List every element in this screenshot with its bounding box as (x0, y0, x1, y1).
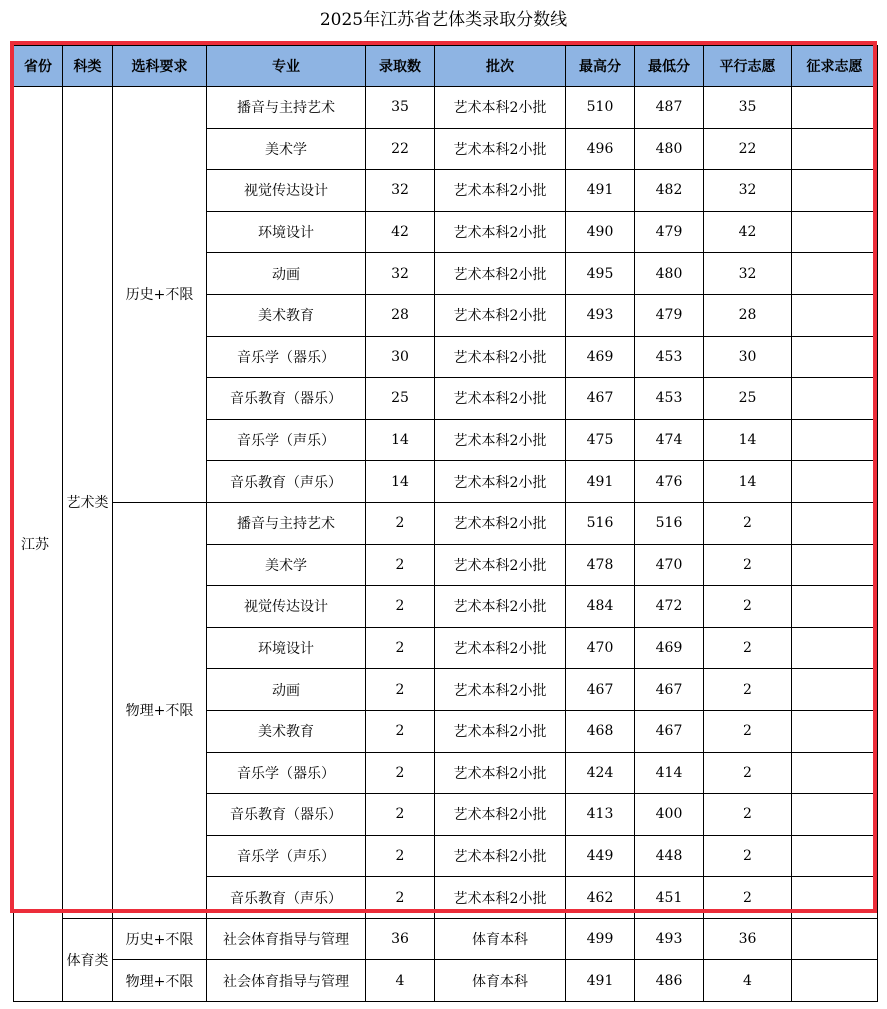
max-score-cell: 424 (566, 752, 635, 794)
major-cell: 音乐教育（器乐） (207, 794, 366, 836)
solicit-volunteer-cell (792, 544, 878, 586)
min-score-cell: 400 (635, 794, 704, 836)
solicit-volunteer-cell (792, 336, 878, 378)
batch-cell: 艺术本科2小批 (435, 752, 566, 794)
admitted-count-cell: 2 (366, 502, 435, 544)
parallel-volunteer-cell: 32 (704, 253, 792, 295)
batch-cell: 艺术本科2小批 (435, 877, 566, 919)
min-score-cell: 480 (635, 128, 704, 170)
batch-cell: 艺术本科2小批 (435, 211, 566, 253)
major-cell: 美术学 (207, 128, 366, 170)
solicit-volunteer-cell (792, 918, 878, 960)
parallel-volunteer-cell: 36 (704, 918, 792, 960)
max-score-cell: 449 (566, 835, 635, 877)
max-score-cell: 469 (566, 336, 635, 378)
major-cell: 音乐教育（器乐） (207, 378, 366, 420)
parallel-volunteer-cell: 35 (704, 87, 792, 129)
major-cell: 环境设计 (207, 627, 366, 669)
batch-cell: 艺术本科2小批 (435, 835, 566, 877)
batch-cell: 艺术本科2小批 (435, 170, 566, 212)
parallel-volunteer-cell: 42 (704, 211, 792, 253)
admitted-count-cell: 2 (366, 669, 435, 711)
solicit-volunteer-cell (792, 461, 878, 503)
major-cell: 美术教育 (207, 710, 366, 752)
max-score-cell: 470 (566, 627, 635, 669)
admitted-count-cell: 22 (366, 128, 435, 170)
batch-cell: 艺术本科2小批 (435, 502, 566, 544)
province-cell: 江苏 (14, 87, 63, 1002)
major-cell: 音乐教育（声乐） (207, 461, 366, 503)
batch-cell: 艺术本科2小批 (435, 669, 566, 711)
subject-requirement-cell: 物理+不限 (113, 502, 207, 918)
admitted-count-cell: 2 (366, 835, 435, 877)
batch-cell: 艺术本科2小批 (435, 710, 566, 752)
min-score-cell: 469 (635, 627, 704, 669)
parallel-volunteer-cell: 14 (704, 419, 792, 461)
max-score-cell: 467 (566, 669, 635, 711)
parallel-volunteer-cell: 2 (704, 586, 792, 628)
admitted-count-cell: 35 (366, 87, 435, 129)
major-cell: 播音与主持艺术 (207, 87, 366, 129)
major-cell: 美术教育 (207, 294, 366, 336)
max-score-cell: 490 (566, 211, 635, 253)
solicit-volunteer-cell (792, 211, 878, 253)
admitted-count-cell: 2 (366, 544, 435, 586)
parallel-volunteer-cell: 14 (704, 461, 792, 503)
max-score-cell: 468 (566, 710, 635, 752)
solicit-volunteer-cell (792, 710, 878, 752)
admitted-count-cell: 2 (366, 627, 435, 669)
header-category: 科类 (63, 46, 113, 87)
parallel-volunteer-cell: 2 (704, 544, 792, 586)
major-cell: 动画 (207, 669, 366, 711)
max-score-cell: 516 (566, 502, 635, 544)
table-row (14, 960, 878, 1002)
admitted-count-cell: 2 (366, 794, 435, 836)
max-score-cell: 491 (566, 461, 635, 503)
max-score-cell: 467 (566, 378, 635, 420)
solicit-volunteer-cell (792, 835, 878, 877)
admitted-count-cell: 42 (366, 211, 435, 253)
min-score-cell: 467 (635, 669, 704, 711)
parallel-volunteer-cell: 32 (704, 170, 792, 212)
min-score-cell: 479 (635, 211, 704, 253)
admitted-count-cell: 14 (366, 419, 435, 461)
header-major: 专业 (207, 46, 366, 87)
min-score-cell: 487 (635, 87, 704, 129)
admitted-count-cell: 2 (366, 752, 435, 794)
parallel-volunteer-cell: 2 (704, 502, 792, 544)
min-score-cell: 482 (635, 170, 704, 212)
solicit-volunteer-cell (792, 586, 878, 628)
major-cell: 美术学 (207, 544, 366, 586)
solicit-volunteer-cell (792, 794, 878, 836)
max-score-cell: 491 (566, 170, 635, 212)
major-cell: 社会体育指导与管理 (207, 960, 366, 1002)
admitted-count-cell: 25 (366, 378, 435, 420)
category-cell: 体育类 (63, 918, 113, 1001)
admitted-count-cell: 30 (366, 336, 435, 378)
admitted-count-cell: 36 (366, 918, 435, 960)
solicit-volunteer-cell (792, 419, 878, 461)
header-solicit-volunteer: 征求志愿 (792, 46, 878, 87)
major-cell: 音乐学（声乐） (207, 419, 366, 461)
admitted-count-cell: 2 (366, 710, 435, 752)
batch-cell: 艺术本科2小批 (435, 378, 566, 420)
header-batch: 批次 (435, 46, 566, 87)
parallel-volunteer-cell: 4 (704, 960, 792, 1002)
parallel-volunteer-cell: 28 (704, 294, 792, 336)
header-min-score: 最低分 (635, 46, 704, 87)
page-title: 2025年江苏省艺体类录取分数线 (319, 10, 568, 30)
solicit-volunteer-cell (792, 502, 878, 544)
min-score-cell: 451 (635, 877, 704, 919)
major-cell: 动画 (207, 253, 366, 295)
min-score-cell: 474 (635, 419, 704, 461)
max-score-cell: 478 (566, 544, 635, 586)
table-header-row (14, 46, 878, 87)
max-score-cell: 413 (566, 794, 635, 836)
max-score-cell: 510 (566, 87, 635, 129)
min-score-cell: 414 (635, 752, 704, 794)
solicit-volunteer-cell (792, 87, 878, 129)
table-body (14, 87, 878, 1002)
max-score-cell: 484 (566, 586, 635, 628)
batch-cell: 艺术本科2小批 (435, 253, 566, 295)
admitted-count-cell: 14 (366, 461, 435, 503)
batch-cell: 艺术本科2小批 (435, 419, 566, 461)
max-score-cell: 495 (566, 253, 635, 295)
solicit-volunteer-cell (792, 128, 878, 170)
solicit-volunteer-cell (792, 378, 878, 420)
parallel-volunteer-cell: 30 (704, 336, 792, 378)
admitted-count-cell: 2 (366, 586, 435, 628)
max-score-cell: 493 (566, 294, 635, 336)
parallel-volunteer-cell: 2 (704, 669, 792, 711)
solicit-volunteer-cell (792, 669, 878, 711)
max-score-cell: 499 (566, 918, 635, 960)
min-score-cell: 467 (635, 710, 704, 752)
min-score-cell: 470 (635, 544, 704, 586)
header-province: 省份 (14, 46, 63, 87)
parallel-volunteer-cell: 2 (704, 835, 792, 877)
header-max-score: 最高分 (566, 46, 635, 87)
admitted-count-cell: 2 (366, 877, 435, 919)
solicit-volunteer-cell (792, 960, 878, 1002)
parallel-volunteer-cell: 2 (704, 877, 792, 919)
major-cell: 视觉传达设计 (207, 170, 366, 212)
admitted-count-cell: 32 (366, 170, 435, 212)
min-score-cell: 486 (635, 960, 704, 1002)
parallel-volunteer-cell: 2 (704, 794, 792, 836)
batch-cell: 艺术本科2小批 (435, 294, 566, 336)
parallel-volunteer-cell: 22 (704, 128, 792, 170)
table-row (14, 87, 878, 129)
admitted-count-cell: 28 (366, 294, 435, 336)
batch-cell: 艺术本科2小批 (435, 544, 566, 586)
min-score-cell: 453 (635, 336, 704, 378)
min-score-cell: 448 (635, 835, 704, 877)
parallel-volunteer-cell: 25 (704, 378, 792, 420)
min-score-cell: 516 (635, 502, 704, 544)
major-cell: 音乐学（器乐） (207, 336, 366, 378)
min-score-cell: 453 (635, 378, 704, 420)
solicit-volunteer-cell (792, 877, 878, 919)
batch-cell: 艺术本科2小批 (435, 87, 566, 129)
subject-requirement-cell: 历史+不限 (113, 87, 207, 503)
parallel-volunteer-cell: 2 (704, 710, 792, 752)
max-score-cell: 491 (566, 960, 635, 1002)
solicit-volunteer-cell (792, 253, 878, 295)
max-score-cell: 462 (566, 877, 635, 919)
admission-score-table (13, 45, 878, 1002)
major-cell: 环境设计 (207, 211, 366, 253)
parallel-volunteer-cell: 2 (704, 752, 792, 794)
category-cell: 艺术类 (63, 87, 113, 919)
header-parallel-volunteer: 平行志愿 (704, 46, 792, 87)
min-score-cell: 479 (635, 294, 704, 336)
subject-requirement-cell: 物理+不限 (113, 960, 207, 1002)
admitted-count-cell: 32 (366, 253, 435, 295)
solicit-volunteer-cell (792, 294, 878, 336)
batch-cell: 体育本科 (435, 960, 566, 1002)
major-cell: 音乐教育（声乐） (207, 877, 366, 919)
major-cell: 音乐学（器乐） (207, 752, 366, 794)
max-score-cell: 475 (566, 419, 635, 461)
batch-cell: 体育本科 (435, 918, 566, 960)
table-row (14, 918, 878, 960)
min-score-cell: 480 (635, 253, 704, 295)
header-subject-requirement: 选科要求 (113, 46, 207, 87)
major-cell: 音乐学（声乐） (207, 835, 366, 877)
batch-cell: 艺术本科2小批 (435, 586, 566, 628)
subject-requirement-cell: 历史+不限 (113, 918, 207, 960)
admitted-count-cell: 4 (366, 960, 435, 1002)
solicit-volunteer-cell (792, 627, 878, 669)
major-cell: 播音与主持艺术 (207, 502, 366, 544)
min-score-cell: 472 (635, 586, 704, 628)
batch-cell: 艺术本科2小批 (435, 336, 566, 378)
solicit-volunteer-cell (792, 170, 878, 212)
batch-cell: 艺术本科2小批 (435, 627, 566, 669)
max-score-cell: 496 (566, 128, 635, 170)
table-row (14, 502, 878, 544)
major-cell: 视觉传达设计 (207, 586, 366, 628)
batch-cell: 艺术本科2小批 (435, 128, 566, 170)
solicit-volunteer-cell (792, 752, 878, 794)
parallel-volunteer-cell: 2 (704, 627, 792, 669)
batch-cell: 艺术本科2小批 (435, 461, 566, 503)
min-score-cell: 476 (635, 461, 704, 503)
min-score-cell: 493 (635, 918, 704, 960)
header-admitted-count: 录取数 (366, 46, 435, 87)
batch-cell: 艺术本科2小批 (435, 794, 566, 836)
major-cell: 社会体育指导与管理 (207, 918, 366, 960)
